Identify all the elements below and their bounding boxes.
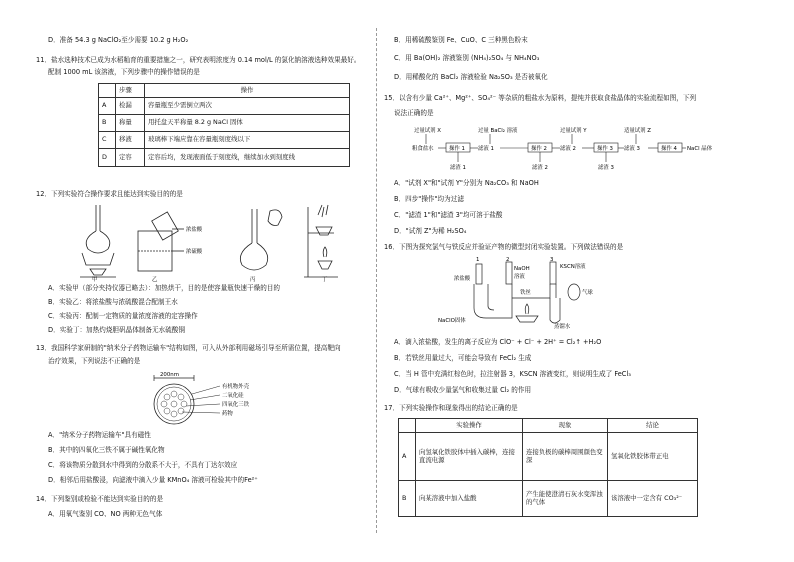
flow-reagent-bacl2: 过量 BaCl₂ 溶液 — [478, 128, 518, 134]
table-row — [99, 149, 350, 167]
flow-step: 滤液 2 — [560, 146, 576, 152]
q17-header-cell — [399, 419, 416, 433]
label-yi: 乙 — [152, 277, 158, 283]
q14-stem: 14．下列鉴别或检验不能达到实验目的的是 — [36, 495, 164, 503]
q14-option-b: B．用稀硫酸鉴别 Fe、CuO、C 三种黑色粉末 — [394, 36, 528, 44]
q17-cell: 向氢氧化铁胶体中插入碳棒，连接直流电源 — [416, 433, 523, 481]
scale-label: 200nm — [160, 372, 179, 378]
table-row — [99, 115, 350, 132]
q12-stem: 12．下列实验符合操作要求且能达到实验目的的是 — [36, 190, 183, 198]
flow-residue: 滤渣 2 — [532, 165, 548, 171]
q12-option-c: C．实验丙：配制一定物质的量浓度溶液的定容操作 — [48, 312, 198, 320]
q14-option-c: C．用 Ba(OH)₂ 溶液鉴别 (NH₄)₂SO₄ 与 NH₄NO₃ — [394, 54, 540, 62]
q11-header-cell: 步骤 — [116, 84, 145, 98]
label-2: 2 — [506, 257, 510, 263]
q17-cell: 该溶液中一定含有 CO₃²⁻ — [608, 481, 698, 517]
flow-step: 操作 3 — [597, 146, 613, 152]
label-ding: 丁 — [322, 277, 328, 283]
q11-stem-line1: 11．盐水选种技术已成为水稻籼育的重要措施之一，研究表明浓度为 0.14 mol/L 的氯化钠溶液选种效果最好。 — [36, 56, 361, 64]
q11-cell: 用托盘天平称量 8.2 g NaCl 固体 — [145, 115, 350, 132]
table-row — [99, 98, 350, 115]
q11-cell: 定容 — [116, 149, 145, 167]
q12-option-b: B．实验乙：将浓盐酸与浓硫酸混合配制王水 — [48, 298, 178, 306]
q11-header-cell: 操作 — [145, 84, 350, 98]
q11-cell: 容量瓶至少需倒立两次 — [145, 98, 350, 115]
q15-option-d: D．"试剂 Z"为稀 H₂SO₄ — [394, 227, 467, 235]
label-kscn: KSCN溶液 — [560, 264, 586, 270]
q13-option-c: C．将该物质分散到水中得到的分散系不大于，不具有丁达尔效应 — [48, 461, 238, 469]
q16-option-b: B．若铁丝用量过大，可能会导致有 FeCl₂ 生成 — [394, 354, 532, 362]
q13-nanoparticle-figure — [148, 372, 278, 426]
q15-option-b: B．四步"操作"均为过滤 — [394, 195, 464, 203]
q11-cell: D — [99, 149, 116, 167]
legend-shell: 有机物外壳 — [222, 384, 249, 390]
flow-reagent-z: 适量试剂 Z — [624, 128, 651, 134]
q15-option-c: C．"滤渣 1"和"滤渣 3"均可溶于盐酸 — [394, 211, 503, 219]
q15-flowchart — [412, 124, 712, 172]
q12-option-d: D．实验丁：加热灼烧胆矾晶体制备无水硫酸铜 — [48, 326, 185, 334]
q11-stem-line2: 配制 1000 mL 该溶液，下列步骤中的操作错误的是 — [48, 68, 200, 76]
q11-cell: 定容后均，发现液面低于刻度线，继续加水到刻度线 — [145, 149, 350, 167]
q15-option-a: A．"试剂 X"和"试剂 Y"分别为 Na₂CO₃ 和 NaOH — [394, 179, 539, 187]
q11-cell: B — [99, 115, 116, 132]
flow-reagent-y: 过量试剂 Y — [560, 128, 587, 134]
legend-silica: 二氧化硅 — [222, 393, 244, 399]
label-naoh: NaOH — [514, 266, 530, 272]
q13-option-d: D．相邻后用盐酸浸，向滤液中滴入少量 KMnO₄ 溶液可检验其中的Fe²⁺ — [48, 476, 258, 484]
q17-table — [398, 418, 698, 517]
label-acid: 浓盐酸 — [186, 227, 203, 233]
apparatus-jia — [80, 205, 116, 277]
label-balloon: 气球 — [582, 290, 593, 296]
table-row — [399, 481, 698, 517]
q16-option-c: C．当 H 管中充满红棕色时，拉注射器 3，KSCN 溶液变红，则说明生成了 FeCl₃ — [394, 370, 631, 378]
q17-cell: 向某溶液中加入盐酸 — [416, 481, 523, 517]
q17-cell: B — [399, 481, 416, 517]
q13-option-a: A．"纳米分子药物运输车"具有磁性 — [48, 431, 151, 439]
flow-step: 粗食盐水 — [412, 146, 434, 152]
table-row — [99, 132, 350, 149]
apparatus-ding — [304, 205, 338, 277]
label-iron: 铁丝 — [520, 290, 531, 296]
label-solid: NaClO固体 — [438, 318, 466, 324]
label-acid: 浓盐酸 — [454, 276, 471, 282]
q17-cell: 产生能使澄清石灰水变浑浊的气体 — [523, 481, 608, 517]
q13-stem-line1: 13．我国科学家研制的"纳米分子药物运输车"结构如图，可入从外部利用磁场引导至所需位置，提高靶向 — [36, 344, 341, 352]
q15-stem-line2: 说法正确的是 — [394, 109, 434, 117]
q12-option-a: A．实验甲（部分夹持仪器已略去）：加热烘干，目的是使容量瓶快速干燥的目的 — [48, 284, 280, 292]
q11-table — [98, 83, 350, 167]
q17-stem: 17．下列实验操作和现象得出的结论正确的是 — [384, 404, 518, 412]
label-solution: 溶液 — [514, 274, 525, 280]
flow-reagents — [414, 126, 651, 134]
apparatus-yi — [138, 212, 184, 271]
q14-option-d: D．用稀酸化的 BaCl₂ 溶液检验 Na₂SO₃ 是否被氧化 — [394, 73, 548, 81]
q11-cell: A — [99, 98, 116, 115]
q17-header-cell: 实验操作 — [416, 419, 523, 433]
q11-header-cell — [99, 84, 116, 98]
legend-iron-oxide: 四氧化三铁 — [222, 402, 249, 408]
q17-header-cell: 现象 — [523, 419, 608, 433]
q17-cell: 氢氧化铁胶体带正电 — [608, 433, 698, 481]
q11-cell: C — [99, 132, 116, 149]
flow-step: 操作 4 — [661, 146, 677, 152]
label-bing: 丙 — [250, 277, 256, 283]
column-divider — [376, 28, 377, 533]
q17-cell: 连接负极的碳棒周围颜色变深 — [523, 433, 608, 481]
q12-apparatus-figure — [76, 203, 346, 281]
apparatus-bing — [240, 209, 282, 270]
q13-stem-line2: 治疗效果，下列说法不正确的是 — [48, 357, 141, 365]
flow-step: NaCl 晶体 — [687, 146, 713, 152]
q16-option-a: A．滴入浓盐酸，发生的离子反应为 ClO⁻ + Cl⁻ + 2H⁺ = Cl₂↑ +H₂O — [394, 338, 602, 346]
q14-option-a: A．用氧气鉴别 CO、NO 两种无色气体 — [48, 510, 163, 518]
q13-option-b: B．其中的四氧化三铁不属于碱性氧化物 — [48, 446, 165, 454]
flow-reagent-x: 过量试剂 X — [414, 128, 441, 134]
legend-drug: 药物 — [222, 411, 233, 417]
label-1: 1 — [476, 257, 480, 263]
drug-particles — [161, 391, 187, 417]
q16-option-d: D．气球有吸收少量氯气和收集过量 Cl₂ 的作用 — [394, 386, 532, 394]
q11-cell: 玻璃棒下端应靠在容量瓶刻度线以下 — [145, 132, 350, 149]
q15-stem-line1: 15．以含有少量 Ca²⁺、Mg²⁺、SO₄²⁻ 等杂质的粗盐水为原料，提纯并获取食盐晶体的实验流程如图，下列 — [384, 94, 697, 102]
q11-cell: 移液 — [116, 132, 145, 149]
table-row — [399, 433, 698, 481]
q16-stem: 16．下图为探究氯气与铁反应并验证产物的微型封闭实验装置。下列做法错误的是 — [384, 243, 624, 251]
flow-step: 滤液 3 — [624, 146, 640, 152]
q16-apparatus-figure — [438, 257, 614, 330]
q11-cell: 检漏 — [116, 98, 145, 115]
q17-cell: A — [399, 433, 416, 481]
label-sulfuric: 浓硫酸 — [186, 249, 203, 255]
flow-residue: 滤渣 3 — [598, 165, 614, 171]
q17-header-cell: 结论 — [608, 419, 698, 433]
label-jia: 甲 — [92, 277, 98, 283]
label-3: 3 — [550, 257, 554, 263]
flow-residue: 滤渣 1 — [450, 165, 466, 171]
label-water: 蒸馏水 — [554, 324, 571, 330]
flow-step: 操作 2 — [531, 146, 547, 152]
flow-step: 操作 1 — [449, 146, 465, 152]
q10-option-d: D．准备 54.3 g NaClO₂至少需要 10.2 g H₂O₂ — [48, 36, 189, 44]
q11-cell: 称量 — [116, 115, 145, 132]
flow-step: 滤液 1 — [478, 146, 494, 152]
